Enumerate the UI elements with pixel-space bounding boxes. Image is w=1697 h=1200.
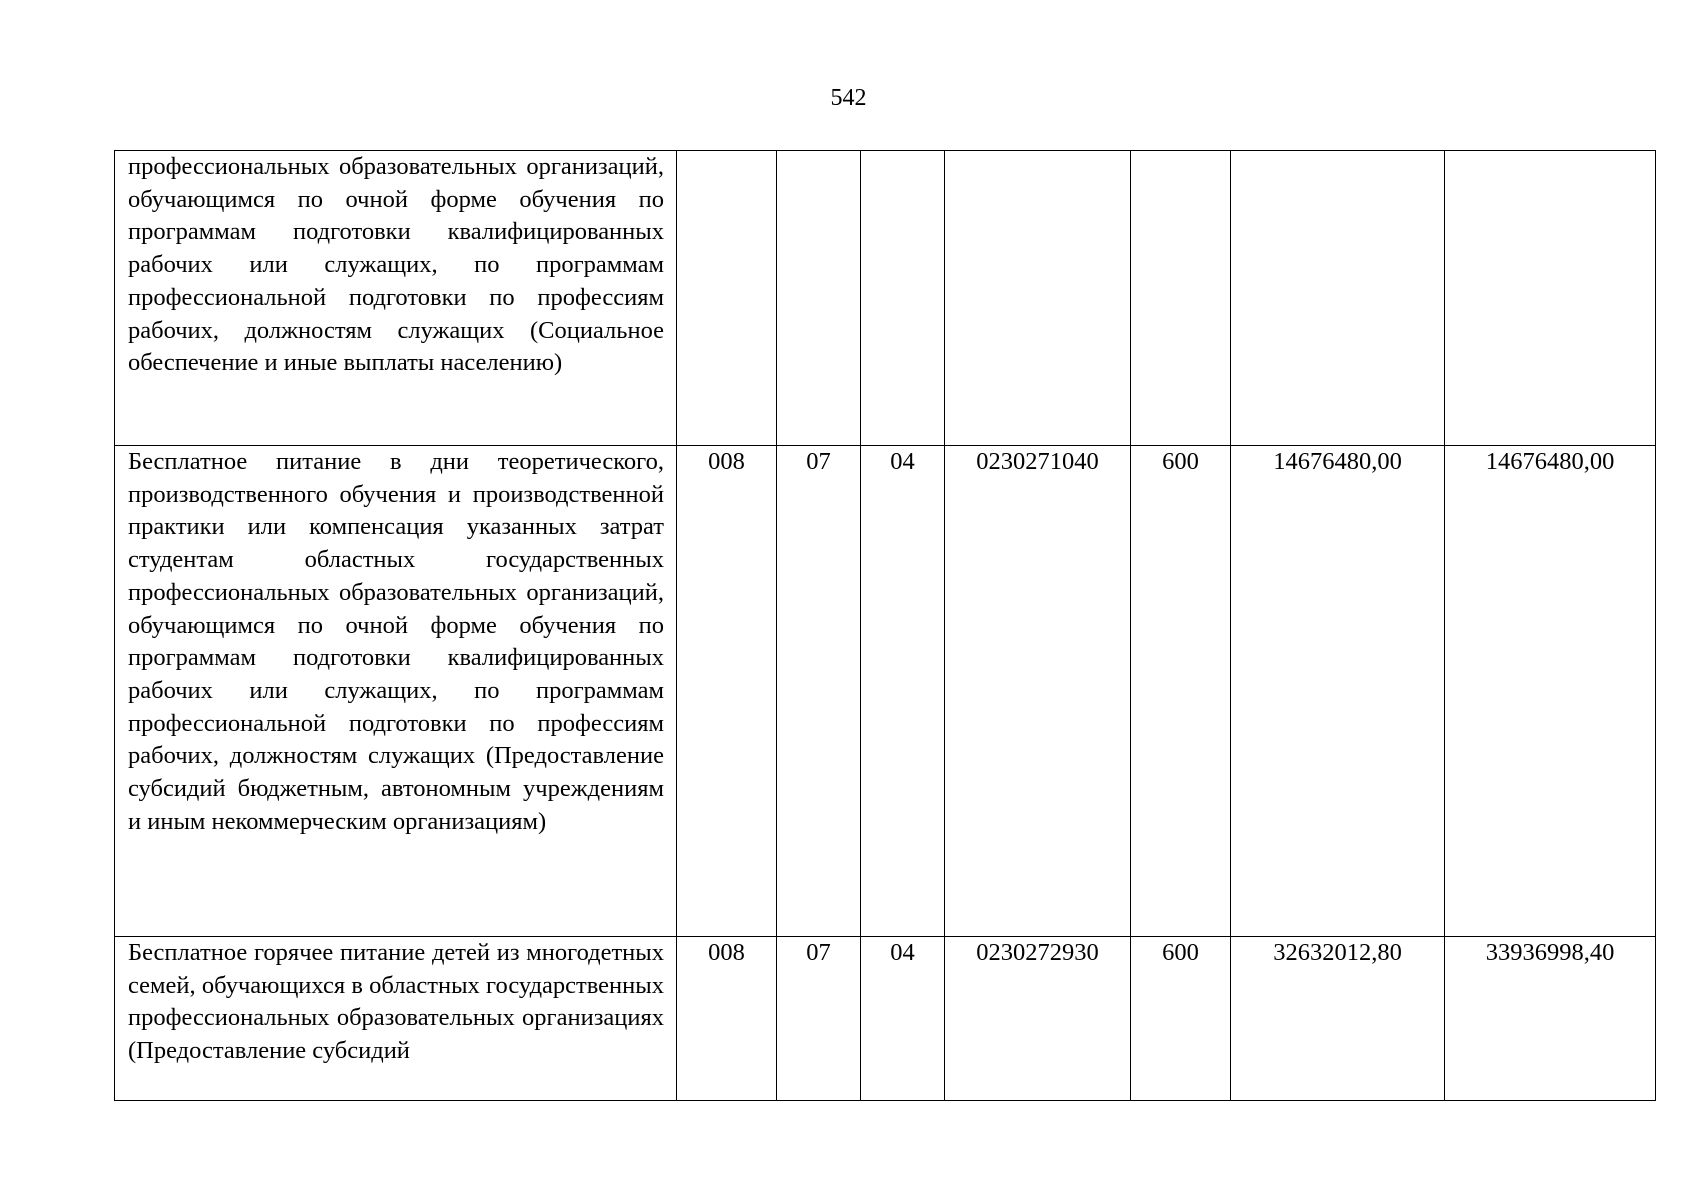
row-expense-type-code bbox=[1131, 151, 1231, 446]
row-description: профессиональных образовательных организаций, обучающимся по очной форме обучения по программам подготовки квалифицированных рабочих или служащих, по программам профессиональной подготовки по профессиям рабочих, должностям служащих (Социальное обеспечение и иные выплаты населению) bbox=[115, 151, 677, 446]
table-row bbox=[115, 446, 1656, 937]
row-subsection-code: 04 bbox=[861, 446, 945, 937]
row-ved-code bbox=[677, 151, 777, 446]
row-description: Бесплатное питание в дни теоретического, производственного обучения и производственной практики или компенсация указанных затрат студентам областных государственных профессиональных образовательных организаций, обучающимся по очной форме обучения по программам подготовки квалифицированных рабочих или служащих, по программам профессиональной подготовки по профессиям рабочих, должностям служащих (Предоставление субсидий бюджетным, автономным учреждениям и иным некоммерческим организациям) bbox=[115, 446, 677, 937]
row-amount-1 bbox=[1231, 151, 1445, 446]
row-description: Бесплатное горячее питание детей из многодетных семей, обучающихся в областных государственных профессиональных образовательных организациях (Предоставление субсидий bbox=[115, 937, 677, 1101]
page-number: 542 bbox=[830, 85, 867, 111]
table-row bbox=[115, 937, 1656, 1101]
row-target-article-code bbox=[945, 151, 1131, 446]
row-expense-type-code: 600 bbox=[1131, 937, 1231, 1101]
row-amount-2 bbox=[1445, 151, 1656, 446]
row-ved-code: 008 bbox=[677, 937, 777, 1101]
row-subsection-code: 04 bbox=[861, 937, 945, 1101]
row-target-article-code: 0230272930 bbox=[945, 937, 1131, 1101]
row-amount-1: 32632012,80 bbox=[1231, 937, 1445, 1101]
row-section-code: 07 bbox=[777, 446, 861, 937]
row-subsection-code bbox=[861, 151, 945, 446]
row-amount-2: 14676480,00 bbox=[1445, 446, 1656, 937]
row-expense-type-code: 600 bbox=[1131, 446, 1231, 937]
row-target-article-code: 0230271040 bbox=[945, 446, 1131, 937]
row-section-code bbox=[777, 151, 861, 446]
row-ved-code: 008 bbox=[677, 446, 777, 937]
table-row bbox=[115, 151, 1656, 446]
row-amount-1: 14676480,00 bbox=[1231, 446, 1445, 937]
row-section-code: 07 bbox=[777, 937, 861, 1101]
row-amount-2: 33936998,40 bbox=[1445, 937, 1656, 1101]
budget-table bbox=[114, 150, 1656, 1101]
